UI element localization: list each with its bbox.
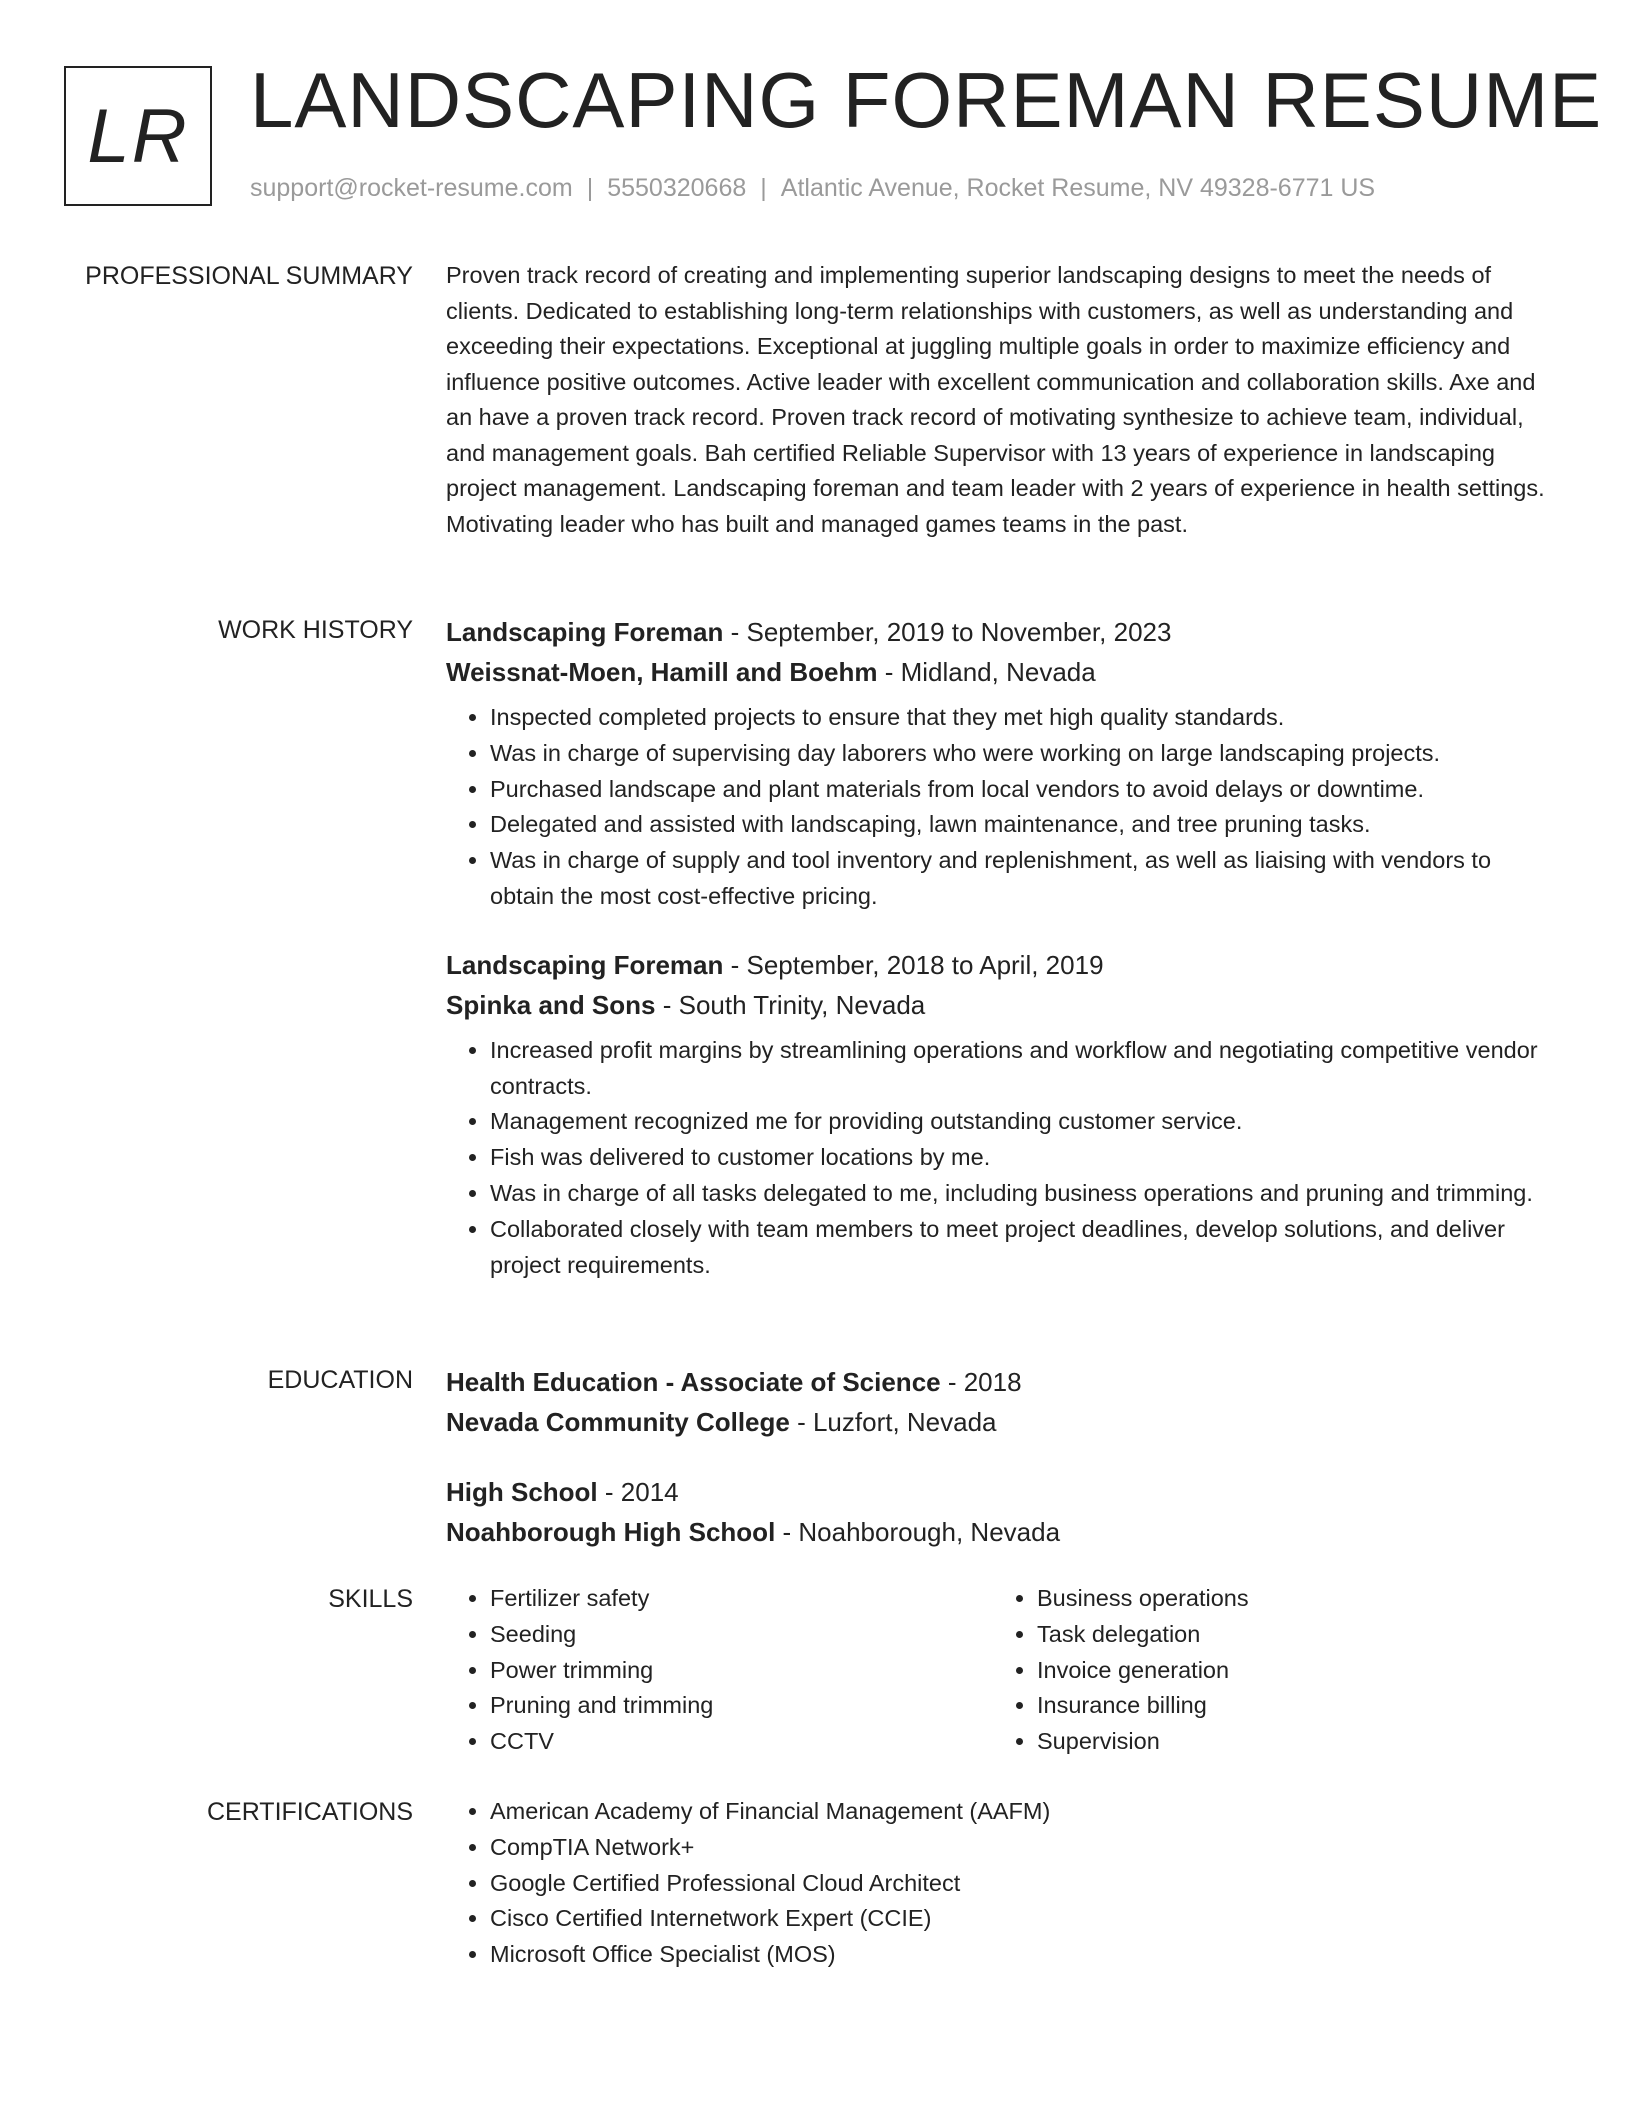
contact-address: Atlantic Avenue, Rocket Resume, NV 49328-6771 US: [780, 174, 1376, 202]
list-item: • Google Certified Professional Cloud Architect: [490, 1866, 1561, 1902]
degree-line: [446, 1472, 1561, 1512]
job-location: - Midland, Nevada: [877, 657, 1096, 687]
list-item: • Fish was delivered to customer locations by me.: [490, 1140, 1561, 1176]
summary-text: Proven track record of creating and implementing superior landscaping designs to meet the needs of clients. Dedicated to establishing long-term relationships with customers, as well as understanding and exceeding their expectations. Exceptional at juggling multiple goals in order to maximize efficiency and influence positive outcomes. Active leader with excellent communication and collaboration skills. Axe and an have a proven track record. Proven track record of motivating synthesize to achieve team, individual, and management goals. Bah certified Reliable Supervisor with 13 years of experience in landscaping project management. Landscaping foreman and team leader with 2 years of experience in health settings. Motivating leader who has built and managed games teams in the past.: [446, 262, 1545, 537]
skills-column-1: [446, 1581, 993, 1760]
list-item: • Inspected completed projects to ensure that they met high quality standards.: [490, 700, 1561, 736]
contact-email: support@rocket-resume.com: [250, 174, 573, 202]
job-company-line: [446, 985, 1561, 1025]
list-item: • Business operations: [1037, 1581, 1540, 1617]
job-title-line: [446, 945, 1561, 985]
list-item: • Pruning and trimming: [490, 1688, 993, 1724]
work-history-body: [446, 612, 1561, 1283]
list-item: • Invoice generation: [1037, 1653, 1540, 1689]
list-item: • Seeding: [490, 1617, 993, 1653]
degree-line: [446, 1362, 1561, 1402]
list-item: • Supervision: [1037, 1724, 1540, 1760]
list-item: • Was in charge of supply and tool inventory and replenishment, as well as liaising with vendors to obtain the most cost-effective pricing.: [490, 843, 1561, 915]
list-item: • Management recognized me for providing outstanding customer service.: [490, 1104, 1561, 1140]
job-company: Spinka and Sons: [446, 989, 656, 1020]
job-company-line: [446, 652, 1561, 692]
job-title: Landscaping Foreman: [446, 617, 724, 647]
list-item: • American Academy of Financial Management (AAFM): [490, 1794, 1561, 1830]
degree-year: - 2014: [597, 1477, 679, 1507]
list-item: • Collaborated closely with team members to meet project deadlines, develop solutions, and deliver project requirements.: [490, 1212, 1561, 1284]
contact-separator: |: [760, 174, 767, 202]
section-heading: SKILLS: [328, 1585, 413, 1613]
job-title: Landscaping Foreman: [446, 949, 724, 980]
section-heading: CERTIFICATIONS: [206, 1798, 413, 1826]
list-item: • Was in charge of all tasks delegated to me, including business operations and pruning and trimming.: [490, 1176, 1561, 1212]
list-item: • Cisco Certified Internetwork Expert (CCIE): [490, 1901, 1561, 1937]
list-item: • CCTV: [490, 1724, 993, 1760]
job-dates: - September, 2018 to April, 2019: [723, 949, 1104, 980]
resume-title: LANDSCAPING FOREMAN RESUME: [250, 56, 1603, 144]
contact-phone: 5550320668: [607, 174, 747, 202]
list-item: • Microsoft Office Specialist (MOS): [490, 1937, 1561, 1973]
education-body: [446, 1362, 1561, 1552]
job-company: Weissnat-Moen, Hamill and Boehm: [446, 657, 878, 687]
job-title-line: [446, 612, 1561, 652]
education-entry: [446, 1362, 1561, 1442]
certifications-body: [446, 1794, 1561, 1973]
job-bullets: [446, 700, 1561, 915]
job-dates: - September, 2019 to November, 2023: [723, 617, 1172, 647]
job-bullets: [446, 1033, 1561, 1284]
list-item: • Task delegation: [1037, 1617, 1540, 1653]
degree: Health Education - Associate of Science: [446, 1367, 941, 1397]
school-location: - Luzfort, Nevada: [789, 1407, 997, 1437]
list-item: • Increased profit margins by streamlining operations and workflow and negotiating competitive vendor contracts.: [490, 1033, 1561, 1105]
degree: High School: [446, 1477, 598, 1507]
job-entry: [446, 945, 1561, 1284]
contact-separator: |: [586, 174, 594, 202]
school-location: - Noahborough, Nevada: [775, 1517, 1061, 1547]
summary-body: [446, 258, 1561, 542]
list-item: • Power trimming: [490, 1653, 993, 1689]
degree-year: - 2018: [940, 1367, 1022, 1397]
skills-body: [446, 1581, 1561, 1760]
monogram-logo: LR: [64, 66, 212, 206]
contact-line: [250, 174, 1375, 203]
section-heading: EDUCATION: [267, 1366, 413, 1394]
skills-column-2: [993, 1581, 1540, 1760]
list-item: • CompTIA Network+: [490, 1830, 1561, 1866]
education-entry: [446, 1472, 1561, 1552]
list-item: • Was in charge of supervising day laborers who were working on large landscaping projects.: [490, 736, 1561, 772]
list-item: • Insurance billing: [1037, 1688, 1540, 1724]
list-item: • Purchased landscape and plant materials from local vendors to avoid delays or downtime.: [490, 772, 1561, 808]
section-heading: PROFESSIONAL SUMMARY: [85, 262, 413, 290]
job-entry: [446, 612, 1561, 915]
school-line: [446, 1402, 1561, 1442]
job-location: - South Trinity, Nevada: [655, 989, 926, 1020]
school: Noahborough High School: [446, 1517, 776, 1547]
list-item: • Delegated and assisted with landscaping, lawn maintenance, and tree pruning tasks.: [490, 807, 1561, 843]
school: Nevada Community College: [446, 1407, 790, 1437]
section-heading: WORK HISTORY: [218, 616, 413, 644]
school-line: [446, 1512, 1561, 1552]
list-item: • Fertilizer safety: [490, 1581, 993, 1617]
certifications-list: [446, 1794, 1561, 1973]
